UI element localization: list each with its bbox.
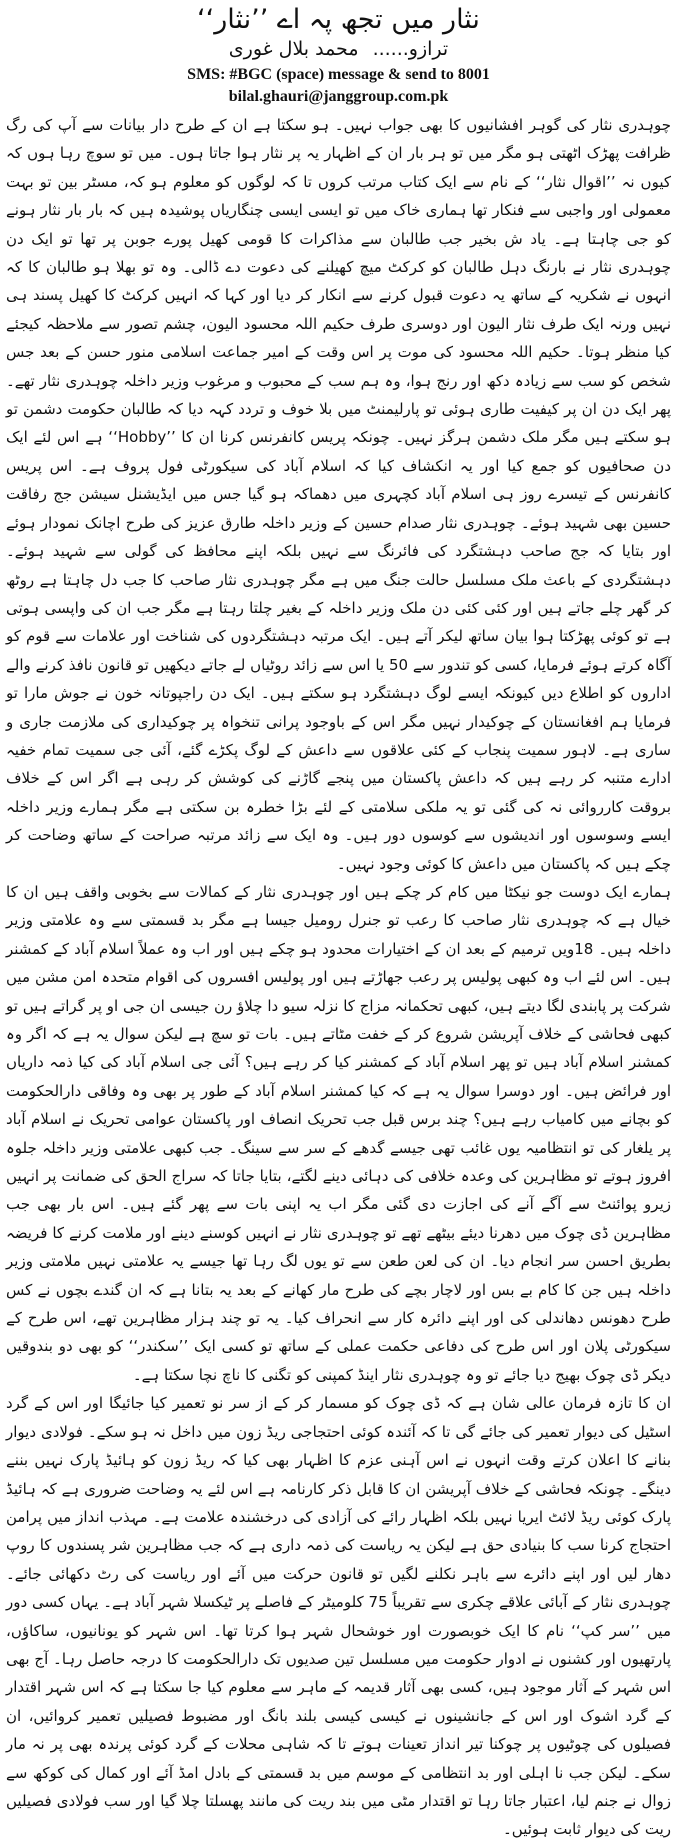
paragraph: ہمارے ایک دوست جو نیکٹا میں کام کر چکے ہیں اور چوہدری نثار کے کمالات سے بخوبی واقف ہیں ان کا خیال ہے کہ چوہدری نثار صاحب کا رعب تو جنرل رومیل جیسا ہے مگر بد قسمتی سے وہ علامتی وزیر داخلہ ہیں۔ 18ویں ترمیم کے بعد ان کے اختیارات محدود ہو چکے ہیں اور اب وہ عملاً اسلام آباد کے کمشنر ہیں۔ اس لئے اب وہ کبھی پولیس پر رعب جھاڑتے ہیں اور پولیس افسروں کی اقوام متحدہ امن مشن میں شرکت پر پابندی لگا دیتے ہیں، کبھی تحکمانہ مزاج کا نزلہ سیو دا چلاؤ رن جیسی ان جی او پر گراتے ہیں تو کبھی فحاشی کے خلاف آپریشن شروع کر کے خفت مٹاتے ہیں۔ بات تو سچ ہے لیکن سوال یہ ہے کہ اگر وہ کمشنر اسلام آباد ہیں تو پھر اسلام آباد کے کمشنر کیا کر رہے ہیں؟ آئی جی اسلام آباد کی کیا ذمہ داریاں اور فرائض ہیں۔ اور دوسرا سوال یہ ہے کہ کیا کمشنر اسلام آباد کے طور پر بھی وہ وفاقی دارالحکومت کو بچانے میں کامیاب رہے ہیں؟ چند برس قبل جب تحریک انصاف اور پاکستان عوامی تحریک نے اسلام آباد پر یلغار کی تو انتظامیہ یوں غائب تھی جیسے گدھے کے سر سے سینگ۔ جب کبھی علامتی وزیر داخلہ جلوہ افروز ہوتے تو مظاہرین کی وعدہ خلافی کی دہائی دینے لگتے، بتایا جاتا کہ سراج الحق کی ضمانت پر انہیں زیرو پوائنٹ سے آگے آنے کی اجازت دی گئی مگر اب یہ اپنی بات سے پھر گئے ہیں۔ اس بار بھی جب مظاہرین ڈی چوک میں دھرنا دیئے بیٹھے تھے تو چوہدری نثار نے انہیں کوسنے دینے اور ملامت کرنے کا فریضہ بطریق احسن سر انجام دیا۔ ان کی لعن طعن سے تو یوں لگ رہا تھا جیسے یہ علامتی نہیں ملامتی وزیر داخلہ ہیں جن کا کام بے بس اور لاچار بچے کی طرح مار کھانے کے بعد یہ بتانا ہے کہ ان گندے بچوں نے کس طرح دھونس دھاندلی کی اور اپنے دائرہ کار سے انحراف کیا۔ یہ تو چند ہزار مظاہرین تھے، اس طرح کے سیکورٹی پلان اور اس طرح کی دفاعی حکمت عملی کے ساتھ تو کسی ایک ’’سکندر‘‘ کو بھی دو بندوقیں دیکر ڈی چوک بھیج دیا جائے تو وہ چوہدری نثار اینڈ کمپنی کو تگنی کا ناچ نچا سکتا ہے۔ — [6, 882, 671, 1384]
sms-instruction: SMS: #BGC (space) message & send to 8001 — [187, 66, 490, 83]
author-name: محمد بلال غوری — [228, 38, 359, 60]
paragraph: چوہدری نثار کی گوہر افشانیوں کا بھی جواب نہیں۔ ہو سکتا ہے ان کے طرح دار بیانات سے آپ کی رگ ظرافت پھڑک اٹھتی ہو مگر میں تو ہر بار ان کے اظہار یہ پر نثار ہوا جاتا ہوں۔ میں تو سوچ رہا ہوں کہ کیوں نہ ’’اقوال نثار‘‘ کے نام سے ایک کتاب مرتب کروں تا کہ لوگوں کو معلوم ہو کہ، مسٹر بین تو بہت معمولی اور واجبی سے فنکار تھا ہماری خاک میں تو ایسی ایسی چنگاریاں پوشیدہ ہیں کہ بار بار نثار ہونے کو جی چاہتا ہے۔ یاد ش بخیر جب طالبان سے مذاکرات کا قومی کھیل پورے جوبن پر تھا تو ایک دن چوہدری نثار نے بارنگ دہل طالبان کو کرکٹ میچ کھیلنے کی دعوت دے ڈالی۔ وہ تو بھلا ہو طالبان کا کہ انہوں نے شکریہ کے ساتھ یہ دعوت قبول کرنے سے انکار کر دیا اور کہا کہ انہیں کرکٹ کا کھیل پسند ہی نہیں ورنہ ایک طرف نثار الیون اور دوسری طرف حکیم اللہ محسود الیون، چشم تصور سے ملاحظہ کیجئے کیا منظر ہوتا۔ حکیم اللہ محسود کی موت پر اس وقت کے امیر جماعت اسلامی منور حسن کے بعد جس شخص کو سب سے زیادہ دکھ اور رنج ہوا، وہ ہم سب کے محبوب و مرغوب وزیر داخلہ چوہدری نثار تھے۔ پھر ایک دن ان پر کیفیت طاری ہوئی تو پارلیمنٹ میں بلا خوف و تردد کہہ دیا کہ طالبان حکومت دشمن تو ہو سکتے ہیں مگر ملک دشمن ہرگز نہیں۔ چونکہ پریس کانفرنس کرنا ان کا ’’Hobby‘‘ ہے اس لئے ایک دن صحافیوں کو جمع کیا اور یہ انکشاف کیا کہ اسلام آباد کی سیکورٹی فول پروف ہے۔ اس پریس کانفرنس کے تیسرے روز ہی اسلام آباد کچہری میں دھماکہ ہو گیا جس میں ایڈیشنل سیشن جج رفاقت حسین بھی شہید ہوئے۔ چوہدری نثار صدام حسین کے وزیر داخلہ طارق عزیز کی طرح اچانک نمودار ہوئے اور بتایا کہ جج صاحب دہشتگرد کی فائرنگ سے نہیں بلکہ اپنے محافظ کی گولی سے شہید ہوئے۔ دہشتگردی کے باعث ملک مسلسل حالت جنگ میں ہے مگر چوہدری نثار صاحب کا جب دل چاہتا ہے روٹھ کر گھر چلے جاتے ہیں اور کئی کئی دن ملک وزیر داخلہ کے بغیر چلتا رہتا ہے مگر جب ان کی واپسی ہوتی ہے تو کوئی پھڑکتا ہوا بیان ساتھ لیکر آتے ہیں۔ ایک مرتبہ دہشتگردوں کی شناخت اور علامات سے قوم کو آگاہ کرتے ہوئے فرمایا، کسی کو تندور سے 50 یا اس سے زائد روٹیاں لے جاتے دیکھیں تو قانون نافذ کرنے والے اداروں کو اطلاع دیں کیونکہ ایسے لوگ دہشتگرد ہو سکتے ہیں۔ ایک دن راجپوتانہ خون نے جوش مارا تو فرمایا ہم افغانستان کے چوکیدار نہیں مگر اس کے باوجود پرانی تنخواہ پر چوکیداری کی ملازمت جاری و ساری ہے۔ لاہور سمیت پنجاب کے کئی علاقوں سے داعش کے لوگ پکڑے گئے، آئی جی سمیت تمام خفیہ ادارے متنبہ کر رہے ہیں کہ داعش پاکستان میں پنجے گاڑنے کی کوشش کر رہی ہے اگر اس کے خلاف بروقت کارروائی نہ کی گئی تو یہ ملکی سلامتی کے لئے بڑا خطرہ بن سکتی ہے مگر ہمارے وزیر داخلہ ایسے وسوسوں اور اندیشوں سے کوسوں دور ہیں۔ وہ ایک سے زائد مرتبہ صراحت کے ساتھ وضاحت کر چکے ہیں کہ پاکستان میں داعش کا کوئی وجود نہیں۔ — [6, 116, 671, 873]
byline — [0, 36, 677, 62]
author-email: bilal.ghauri@janggroup.com.pk — [228, 88, 449, 105]
paragraph: ان کا تازہ فرمان عالی شان ہے کہ ڈی چوک کو مسمار کر کے از سر نو تعمیر کیا جائیگا اور اس کے گرد اسٹیل کی دیوار تعمیر کی جائے گی تا کہ آئندہ کوئی احتجاجی ریڈ زون میں داخل نہ ہو سکے۔ فولادی دیوار بنانے کا اعلان کرتے وقت انہوں نے اس آہنی عزم کا اظہار بھی کیا کہ ریڈ زون کو ہائیڈ پارک نہیں بننے دینگے۔ چونکہ فحاشی کے خلاف آپریشن ان کا قابل ذکر کارنامہ ہے اس لئے یہ وضاحت ضروری ہے کہ ہائیڈ پارک کوئی ریڈ لائٹ ایریا نہیں بلکہ اظہار رائے کی آزادی کی درخشندہ علامت ہے۔ مہذب انداز میں پرامن احتجاج کرنا سب کا بنیادی حق ہے لیکن یہ ریاست کی ذمہ داری ہے کہ جب مظاہرین شر پسندوں کا روپ دھار لیں اور اپنے دائرے سے باہر نکلنے لگیں تو قانون حرکت میں آئے اور ریاست کی رٹ دکھائی جائے۔ چوہدری نثار کے آبائی علاقے چکری سے تقریباً 75 کلومیٹر کے فاصلے پر ٹیکسلا شہر آباد ہے۔ یہاں کسی دور میں ’’سر کپ‘‘ نام کا ایک خوبصورت اور خوشحال شہر ہوا کرتا تھا۔ اس شہر کو یونانیوں، ساکاؤں، پارتھیوں اور کشنوں نے ادوار حکومت میں مسلسل تین صدیوں تک دارالحکومت کا درجہ حاصل رہا۔ آج بھی اس شہر کے آثار موجود ہیں، کسی بھی آثار قدیمہ کے ماہر سے معلوم کیا جا سکتا ہے کہ اس شہر اقتدار کے گرد اشوک اور اس کے جانشینوں نے کیسی کیسی بلند بانگ اور مضبوط فصیلیں تعمیر کروائیں، ان فصیلوں کی چوٹیوں پر چوکنا تیر انداز تعینات ہوتے تا کہ شاہی محلات کے گرد کوئی پرندہ بھی پر نہ مار سکے۔ لیکن جب نا اہلی اور بد انتظامی کے موسم میں بد قسمتی کے بادل امڈ آئے اور کمال کی کوکھ سے زوال نے جنم لیا، اعتبار جاتا رہا تو اقتدار مٹی میں بند ریت کی مانند پھسلتا چلا گیا اور سب فولادی فصیلیں ریت کی دیوار ثابت ہوئیں۔ — [6, 1394, 672, 1839]
article-body — [6, 111, 672, 1839]
column-headline: نثار میں تجھ پہ اے ’’نثار‘‘ — [197, 4, 480, 35]
column-name: ترازو...... — [372, 38, 449, 60]
